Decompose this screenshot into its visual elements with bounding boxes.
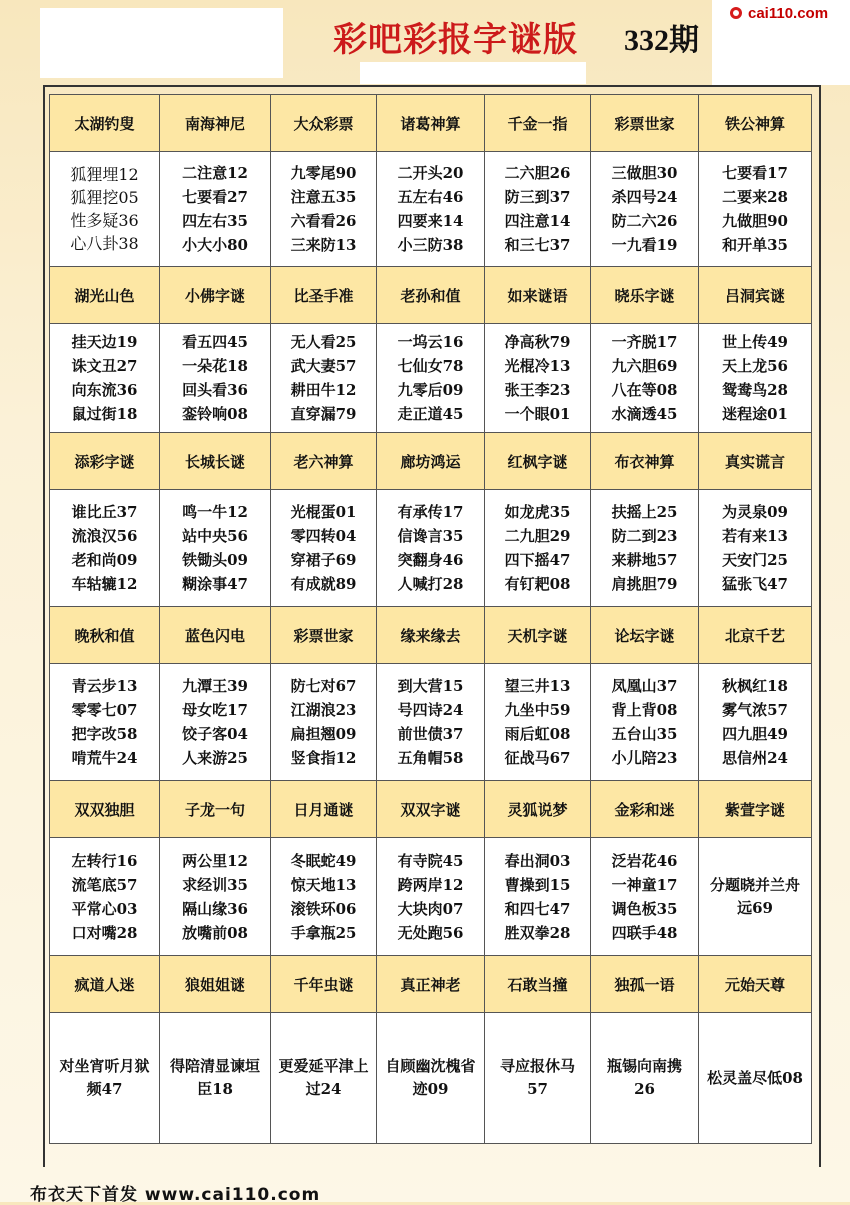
header-row: [50, 433, 812, 490]
riddle-entry: 五角帽58: [397, 749, 464, 767]
site-link-label: cai110.com: [748, 5, 829, 22]
riddle-entry: 四注意14: [504, 212, 571, 230]
riddle-entry: 母女吃17: [182, 701, 248, 719]
riddle-entry: 征战马67: [504, 749, 571, 767]
column-header: 真正神老: [377, 956, 485, 1013]
riddle-entry: 五左右46: [397, 188, 464, 206]
table-cell: [377, 490, 485, 607]
riddle-entry: 凤凰山37: [611, 677, 678, 695]
riddle-entry: 狐狸挖05: [70, 188, 139, 207]
riddle-entry: 铁锄头09: [182, 551, 248, 569]
riddle-entry: 和三七37: [504, 236, 571, 254]
riddle-entry: 净高秋79: [504, 333, 571, 351]
riddle-entry: 耕田牛12: [290, 381, 357, 399]
column-header: 大众彩票: [271, 95, 377, 152]
table-cell: [160, 152, 271, 267]
riddle-entry: 泛岩花46: [611, 851, 678, 870]
riddle-entry: 鼠过街18: [71, 405, 138, 423]
column-header: 疯道人迷: [50, 956, 160, 1013]
riddle-entry: 四左右35: [182, 212, 248, 230]
table-cell: [485, 664, 591, 781]
page-title: 彩吧彩报字谜版: [333, 20, 578, 60]
riddle-entry: 放嘴前08: [182, 923, 248, 942]
riddle-entry: 七仙女78: [397, 357, 464, 375]
site-logo-icon: [730, 7, 742, 19]
riddle-entry: 雨后虹08: [504, 725, 571, 743]
riddle-entry: 回头看36: [182, 381, 248, 399]
riddle-entry: 口对嘴28: [71, 923, 138, 942]
riddle-entry: 有成就89: [290, 575, 357, 593]
riddle-entry: 小大小80: [182, 236, 248, 254]
table-cell: [591, 838, 699, 956]
riddle-entry: 心八卦38: [70, 234, 139, 253]
riddle-entry: 看五四45: [182, 333, 248, 351]
column-header: 吕洞宾谜: [699, 267, 812, 324]
riddle-entry: 四要来14: [397, 212, 464, 230]
riddle-entry: 大块肉07: [397, 899, 464, 918]
footer-text: 布衣天下首发 www.cai110.com: [30, 1185, 321, 1205]
riddle-entry: 和四七47: [504, 899, 571, 918]
riddle-entry: 思信州24: [722, 749, 788, 767]
riddle-entry: 江湖浪23: [290, 701, 357, 719]
riddle-entry: 一个眼01: [504, 405, 571, 423]
riddle-entry: 光棍冷13: [504, 357, 571, 375]
table-cell: [377, 838, 485, 956]
table-cell: [160, 838, 271, 956]
column-header: 论坛字谜: [591, 607, 699, 664]
column-header: 缘来缘去: [377, 607, 485, 664]
riddle-entry: 望三井13: [504, 677, 571, 695]
table-cell: [699, 324, 812, 433]
riddle-entry: 狐狸埋12: [70, 165, 139, 184]
riddle-entry: 六看看26: [290, 212, 357, 230]
riddle-entry: 啃荒牛24: [71, 749, 138, 767]
column-header: 石敢当撞: [485, 956, 591, 1013]
column-header: 狼姐姐谜: [160, 956, 271, 1013]
riddle-entry: 张王李23: [504, 381, 571, 399]
table-cell: [377, 1013, 485, 1144]
riddle-entry: 四九胆49: [722, 725, 788, 743]
riddle-entry: 隔山缘36: [182, 899, 248, 918]
riddle-entry: 人喊打28: [397, 575, 464, 593]
riddle-entry: 杀四号24: [611, 188, 678, 206]
column-header: 布衣神算: [591, 433, 699, 490]
riddle-entry: 流浪汉56: [71, 527, 138, 545]
riddle-entry: 一坞云16: [397, 333, 464, 351]
table-cell: [271, 1013, 377, 1144]
riddle-entry: 光棍蛋01: [290, 503, 357, 521]
column-header: 千金一指: [485, 95, 591, 152]
riddle-entry: 寻应报休马57: [499, 1057, 575, 1098]
column-header: 诸葛神算: [377, 95, 485, 152]
riddle-entry: 一九看19: [611, 236, 678, 254]
table-cell: [485, 152, 591, 267]
riddle-entry: 松灵盖尽低08: [707, 1068, 803, 1087]
riddle-entry: 九六胆69: [611, 357, 678, 375]
table-cell: [271, 490, 377, 607]
riddle-entry: 自顾幽沈槐省迹09: [385, 1057, 476, 1098]
riddle-entry: 饺子客04: [182, 725, 248, 743]
column-header: 日月通谜: [271, 781, 377, 838]
table-cell: [591, 1013, 699, 1144]
table-cell: [50, 490, 160, 607]
riddle-entry: 九坐中59: [504, 701, 571, 719]
table-cell: [591, 664, 699, 781]
riddle-entry: 胜双拳28: [504, 923, 571, 942]
table-row: [50, 1013, 812, 1144]
column-header: 老六神算: [271, 433, 377, 490]
riddle-entry: 挂天边19: [71, 333, 138, 351]
riddle-entry: 七要看27: [182, 188, 248, 206]
riddle-entry: 迷程途01: [722, 405, 788, 423]
riddle-entry: 天安门25: [722, 551, 788, 569]
column-header: 真实谎言: [699, 433, 812, 490]
riddle-entry: 把字改58: [71, 725, 138, 743]
column-header: 双双独胆: [50, 781, 160, 838]
table-cell: [50, 1013, 160, 1144]
riddle-entry: 一齐脱17: [611, 333, 678, 351]
riddle-entry: 四下摇47: [504, 551, 571, 569]
table-cell: [160, 324, 271, 433]
table-cell: [699, 1013, 812, 1144]
riddle-entry: 春出洞03: [504, 851, 571, 870]
column-header: 如来谜语: [485, 267, 591, 324]
blank-area: [40, 8, 283, 78]
riddle-entry: 和开单35: [722, 236, 788, 254]
riddle-entry: 有寺院45: [397, 851, 464, 870]
riddle-entry: 銮铃响08: [182, 405, 248, 423]
column-header: 金彩和迷: [591, 781, 699, 838]
header-row: [50, 95, 812, 152]
riddle-entry: 防二六26: [611, 212, 678, 230]
table-cell: [699, 664, 812, 781]
table-cell: [271, 664, 377, 781]
column-header: 比圣手准: [271, 267, 377, 324]
riddle-entry: 谁比丘37: [71, 503, 138, 521]
column-header: 紫萱字谜: [699, 781, 812, 838]
riddle-entry: 一神童17: [611, 875, 678, 894]
column-header: 湖光山色: [50, 267, 160, 324]
riddle-entry: 站中央56: [182, 527, 248, 545]
table-row: [50, 664, 812, 781]
riddle-entry: 背上背08: [611, 701, 678, 719]
column-header: 彩票世家: [591, 95, 699, 152]
table-cell: [160, 664, 271, 781]
header-row: [50, 781, 812, 838]
header-row: [50, 956, 812, 1013]
riddle-entry: 鸣一牛12: [182, 503, 248, 521]
riddle-table: [49, 94, 812, 1144]
riddle-entry: 世上传49: [722, 333, 788, 351]
riddle-entry: 猛张飞47: [722, 575, 788, 593]
riddle-entry: 水滴透45: [611, 405, 678, 423]
riddle-entry: 天上龙56: [722, 357, 788, 375]
riddle-entry: 分题晓并兰舟远69: [709, 875, 800, 917]
column-header: 灵狐说梦: [485, 781, 591, 838]
riddle-entry: 九做胆90: [722, 212, 788, 230]
riddle-entry: 惊天地13: [290, 875, 357, 894]
riddle-entry: 七要看17: [722, 164, 788, 182]
riddle-entry: 诛文丑27: [71, 357, 138, 375]
column-header: 廊坊鸿运: [377, 433, 485, 490]
table-cell: [377, 152, 485, 267]
table-cell: [160, 490, 271, 607]
riddle-entry: 三做胆30: [611, 164, 678, 182]
riddle-entry: 有钉耙08: [504, 575, 571, 593]
riddle-entry: 求经训35: [182, 875, 248, 894]
column-header: 太湖钓叟: [50, 95, 160, 152]
riddle-entry: 防七对67: [290, 677, 357, 695]
riddle-entry: 向东流36: [71, 381, 138, 399]
riddle-entry: 小儿陪23: [611, 749, 678, 767]
table-cell: [160, 1013, 271, 1144]
riddle-entry: 扶摇上25: [611, 503, 678, 521]
riddle-entry: 如龙虎35: [504, 503, 571, 521]
riddle-entry: 二六胆26: [504, 164, 571, 182]
riddle-entry: 雾气浓57: [722, 701, 788, 719]
table-cell: [591, 152, 699, 267]
riddle-entry: 防三到37: [504, 188, 571, 206]
riddle-entry: 糊涂事47: [182, 575, 248, 593]
riddle-entry: 无处跑56: [397, 923, 464, 942]
riddle-entry: 二要来28: [722, 188, 788, 206]
column-header: 独孤一语: [591, 956, 699, 1013]
table-cell: [50, 324, 160, 433]
riddle-entry: 对坐宵听月狱频47: [59, 1057, 150, 1098]
riddle-entry: 瓶锡向南携26: [606, 1057, 682, 1098]
column-header: 元始天尊: [699, 956, 812, 1013]
riddle-entry: 为灵泉09: [722, 503, 788, 521]
table-cell: [271, 324, 377, 433]
table-row: [50, 490, 812, 607]
riddle-entry: 两公里12: [182, 851, 248, 870]
riddle-entry: 无人看25: [290, 333, 357, 351]
table-cell: [377, 664, 485, 781]
riddle-entry: 扁担翘09: [290, 725, 357, 743]
site-link[interactable]: [748, 5, 828, 22]
riddle-entry: 到大营15: [397, 677, 464, 695]
riddle-entry: 穿裙子69: [290, 551, 357, 569]
riddle-entry: 走正道45: [397, 405, 464, 423]
riddle-entry: 冬眠蛇49: [290, 851, 357, 870]
table-cell: [485, 490, 591, 607]
riddle-entry: 青云步13: [71, 677, 138, 695]
riddle-entry: 肩挑胆79: [611, 575, 678, 593]
header-row: [50, 267, 812, 324]
riddle-entry: 来耕地57: [611, 551, 678, 569]
riddle-entry: 五台山35: [611, 725, 678, 743]
riddle-entry: 突翻身46: [397, 551, 464, 569]
riddle-entry: 手拿瓶25: [290, 923, 357, 942]
column-header: 长城长谜: [160, 433, 271, 490]
column-header: 双双字谜: [377, 781, 485, 838]
column-header: 蓝色闪电: [160, 607, 271, 664]
riddle-entry: 调色板35: [611, 899, 678, 918]
column-header: 红枫字谜: [485, 433, 591, 490]
riddle-entry: 武大妻57: [290, 357, 357, 375]
table-row: [50, 838, 812, 956]
column-header: 添彩字谜: [50, 433, 160, 490]
riddle-entry: 有承传17: [397, 503, 464, 521]
riddle-entry: 二注意12: [182, 164, 248, 182]
blank-area: [360, 62, 586, 84]
column-header: 南海神尼: [160, 95, 271, 152]
table-cell: [591, 490, 699, 607]
riddle-entry: 直穿漏79: [290, 405, 357, 423]
issue-number: 332期: [624, 24, 699, 57]
table-cell: [591, 324, 699, 433]
column-header: 铁公神算: [699, 95, 812, 152]
riddle-entry: 人来游25: [182, 749, 248, 767]
riddle-entry: 滚铁环06: [290, 899, 357, 918]
table-cell: [50, 152, 160, 267]
column-header: 彩票世家: [271, 607, 377, 664]
riddle-entry: 零四转04: [290, 527, 357, 545]
riddle-entry: 左转行16: [71, 851, 138, 870]
riddle-entry: 注意五35: [290, 188, 357, 206]
table-cell: [485, 838, 591, 956]
riddle-entry: 竖食指12: [290, 749, 357, 767]
riddle-entry: 秋枫红18: [722, 677, 788, 695]
riddle-entry: 四联手48: [611, 923, 678, 942]
column-header: 子龙一句: [160, 781, 271, 838]
riddle-entry: 号四诗24: [397, 701, 464, 719]
riddle-entry: 得陪清显谏垣臣18: [169, 1057, 260, 1098]
riddle-entry: 二九胆29: [504, 527, 571, 545]
table-cell: [50, 838, 160, 956]
riddle-entry: 平常心03: [71, 899, 138, 918]
riddle-entry: 三来防13: [290, 236, 357, 254]
riddle-entry: 跨两岸12: [397, 875, 464, 894]
column-header: 天机字谜: [485, 607, 591, 664]
column-header: 晚秋和值: [50, 607, 160, 664]
riddle-entry: 防二到23: [611, 527, 678, 545]
table-cell: [377, 324, 485, 433]
riddle-entry: 流笔底57: [71, 875, 138, 894]
table-cell: [485, 1013, 591, 1144]
riddle-entry: 二开头20: [397, 164, 464, 182]
riddle-entry: 车轱辘12: [71, 575, 138, 593]
riddle-entry: 八在等08: [611, 381, 678, 399]
column-header: 千年虫谜: [271, 956, 377, 1013]
column-header: 小佛字谜: [160, 267, 271, 324]
table-cell: [699, 838, 812, 956]
table-cell: [50, 664, 160, 781]
table-cell: [271, 838, 377, 956]
riddle-entry: 性多疑36: [70, 211, 139, 230]
table-row: [50, 152, 812, 267]
riddle-entry: 一朵花18: [182, 357, 248, 375]
column-header: 北京千艺: [699, 607, 812, 664]
column-header: 晓乐字谜: [591, 267, 699, 324]
table-cell: [485, 324, 591, 433]
riddle-entry: 前世债37: [397, 725, 464, 743]
riddle-entry: 鸳鸯鸟28: [722, 381, 788, 399]
riddle-entry: 更爱延平津上过24: [278, 1057, 369, 1098]
riddle-entry: 若有来13: [722, 527, 788, 545]
table-cell: [699, 490, 812, 607]
riddle-entry: 信谗言35: [397, 527, 464, 545]
riddle-entry: 小三防38: [397, 236, 464, 254]
column-header: 老孙和值: [377, 267, 485, 324]
riddle-entry: 九潭王39: [182, 677, 248, 695]
riddle-entry: 老和尚09: [71, 551, 138, 569]
header-row: [50, 607, 812, 664]
table-cell: [271, 152, 377, 267]
riddle-entry: 零零七07: [71, 701, 138, 719]
table-cell: [699, 152, 812, 267]
table-row: [50, 324, 812, 433]
riddle-entry: 曹操到15: [504, 875, 571, 894]
riddle-entry: 九零尾90: [290, 164, 357, 182]
riddle-entry: 九零后09: [397, 381, 464, 399]
